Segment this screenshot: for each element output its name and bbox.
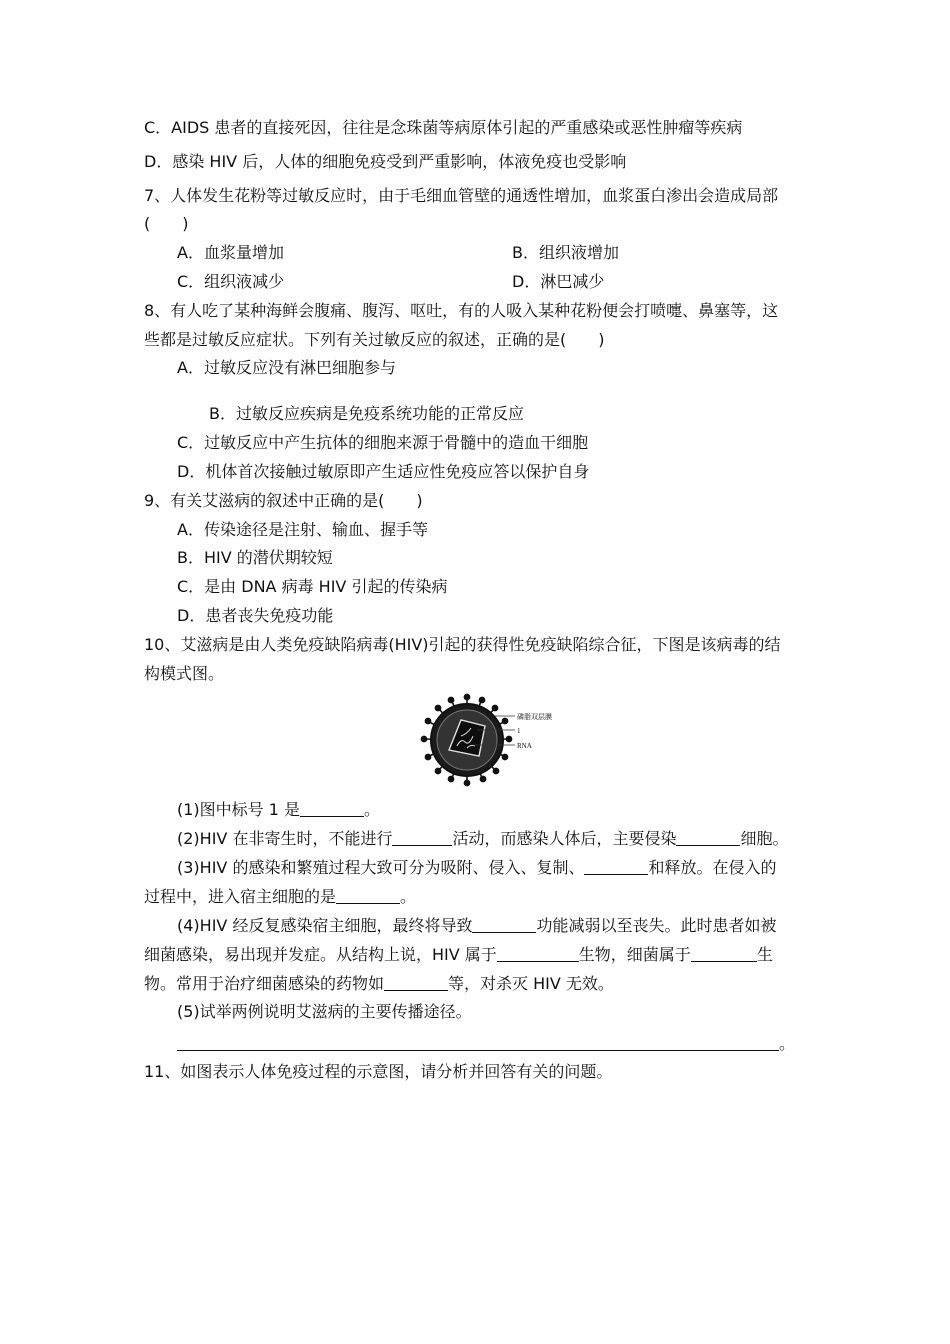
sub-question-1: [177, 800, 380, 820]
sub-question-3-line-2: [144, 887, 416, 907]
sub-question-4-text-c: 细菌感染，易出现并发症。从结构上说，HIV 属于: [144, 945, 497, 964]
sub-question-4-text-g: 等，对杀灭 HIV 无效。: [448, 974, 614, 993]
answer-blank-3a[interactable]: [584, 858, 648, 875]
question-9-option-a: A．传染途径是注射、输血、握手等: [177, 520, 428, 539]
question-7-option-a: A．血浆量增加: [177, 243, 284, 262]
sub-question-3-text-d: 。: [400, 887, 417, 906]
sub-question-5-answer: [177, 1034, 795, 1054]
question-8-stem-2: 些都是过敏反应症状。下列有关过敏反应的叙述，正确的是( ): [144, 330, 605, 349]
sub-question-1-end: 。: [364, 800, 381, 819]
sub-question-3-text-a: (3)HIV 的感染和繁殖过程大致可分为吸附、侵入、复制、: [177, 858, 585, 877]
sub-question-4-text-e: 生: [756, 945, 773, 964]
option-c-line: C．AIDS 患者的直接死因，往往是念珠菌等病原体引起的严重感染或恶性肿瘤等疾病: [144, 118, 743, 137]
answer-blank-2b[interactable]: [676, 829, 740, 846]
question-8-option-b: B．过敏反应疾病是免疫系统功能的正常反应: [209, 404, 524, 423]
question-10-stem-1: 10、艾滋病是由人类免疫缺陷病毒(HIV)引起的获得性免疫缺陷综合征，下图是该病毒的结: [144, 635, 781, 654]
answer-blank-4a[interactable]: [472, 916, 536, 933]
sub-question-3-text-b: 和释放。在侵入的: [648, 858, 777, 877]
question-7-stem: 7、人体发生花粉等过敏反应时，由于毛细血管壁的通透性增加，血浆蛋白渗出会造成局部: [144, 186, 779, 205]
question-8-option-c: C．过敏反应中产生抗体的细胞来源于骨髓中的造血干细胞: [177, 433, 589, 452]
question-8-stem-1: 8、有人吃了某种海鲜会腹痛、腹泻、呕吐，有的人吸入某种花粉便会打喷嚏、鼻塞等，这: [144, 301, 779, 320]
label-membrane: 磷脂双层膜: [517, 713, 552, 721]
answer-blank-5[interactable]: [177, 1034, 779, 1051]
question-11-stem: 11、如图表示人体免疫过程的示意图，请分析并回答有关的问题。: [144, 1062, 613, 1081]
question-9-option-c: C．是由 DNA 病毒 HIV 引起的传染病: [177, 577, 448, 596]
answer-blank-3b[interactable]: [336, 887, 400, 904]
sub-question-3-line-1: [177, 858, 776, 878]
sub-question-4-line-1: [177, 916, 776, 936]
sub-question-1-text: (1)图中标号 1 是: [177, 800, 301, 819]
sub-question-5: (5)试举两例说明艾滋病的主要传播途径。: [177, 1002, 472, 1021]
sub-question-3-text-c: 过程中，进入宿主细胞的是: [144, 887, 337, 906]
hiv-structure-figure: [415, 692, 575, 788]
question-8-option-a: A．过敏反应没有淋巴细胞参与: [177, 358, 396, 377]
answer-blank-2a[interactable]: [392, 829, 452, 846]
sub-question-2: [177, 829, 788, 849]
answer-blank-4d[interactable]: [384, 974, 448, 991]
answer-blank-1[interactable]: [300, 800, 364, 817]
answer-blank-4c[interactable]: [691, 945, 757, 962]
sub-question-4-text-f: 物。常用于治疗细菌感染的药物如: [144, 974, 385, 993]
question-7-option-c: C．组织液减少: [177, 272, 285, 291]
sub-question-4-text-b: 功能减弱以至丧失。此时患者如被: [536, 916, 777, 935]
option-d-line: D．感染 HIV 后，人体的细胞免疫受到严重影响，体液免疫也受影响: [144, 152, 627, 171]
sub-question-4-text-d: 生物，细菌属于: [578, 945, 691, 964]
sub-question-4-line-2: [144, 945, 773, 965]
sub-question-2-text-b: 活动，而感染人体后，主要侵染: [452, 829, 677, 848]
sub-question-4-text-a: (4)HIV 经反复感染宿主细胞，最终将导致: [177, 916, 473, 935]
label-1: 1: [517, 727, 521, 735]
question-9-stem: 9、有关艾滋病的叙述中正确的是( ): [144, 491, 423, 510]
sub-question-2-text-a: (2)HIV 在非寄生时，不能进行: [177, 829, 393, 848]
question-9-option-b: B．HIV 的潜伏期较短: [177, 548, 333, 567]
question-9-option-d: D．患者丧失免疫功能: [177, 606, 334, 625]
sub-question-2-text-c: 细胞。: [740, 829, 789, 848]
question-7-paren: ( ): [144, 214, 189, 233]
question-8-option-d: D．机体首次接触过敏原即产生适应性免疫应答以保护自身: [177, 462, 590, 481]
question-7-option-b: B．组织液增加: [512, 243, 619, 262]
question-10-stem-2: 构模式图。: [144, 664, 225, 683]
sub-question-5-end: 。: [779, 1034, 796, 1053]
question-7-option-d: D．淋巴减少: [512, 272, 605, 291]
sub-question-4-line-3: [144, 974, 614, 994]
answer-blank-4b[interactable]: [497, 945, 579, 962]
label-rna: RNA: [517, 742, 532, 750]
